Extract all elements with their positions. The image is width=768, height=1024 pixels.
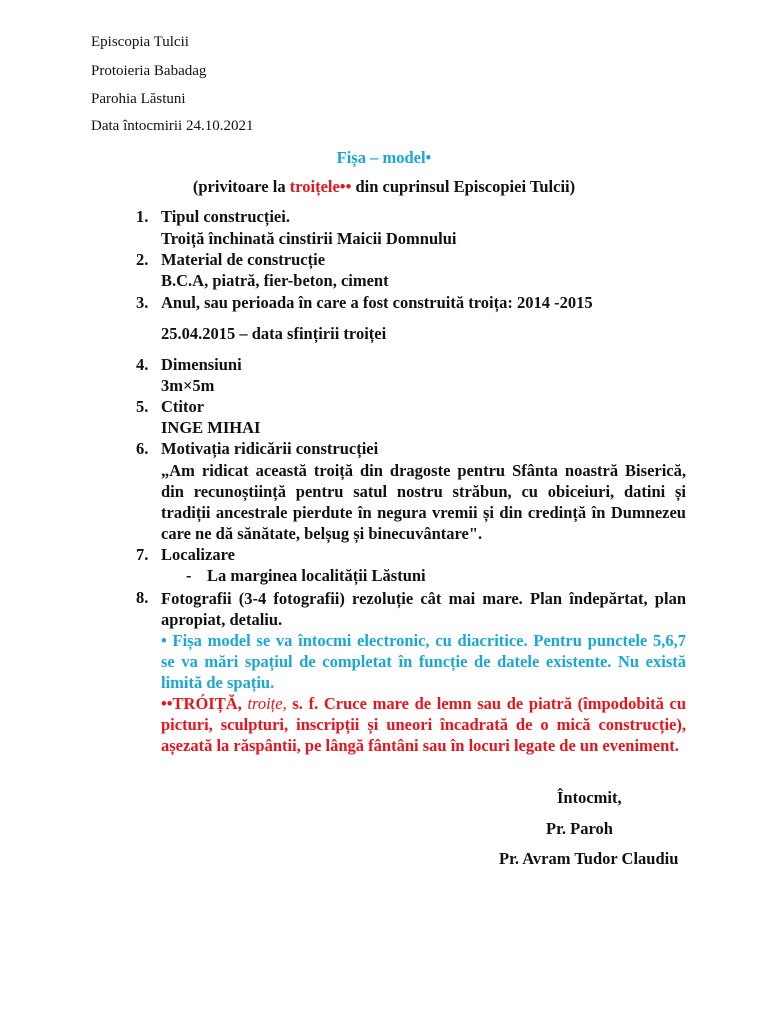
item-value: 3m×5m [161,376,215,395]
item-number: 5. [136,397,149,416]
definition-headword: ••TRÓIȚĂ, [161,694,242,713]
signature-compiled: Întocmit, [557,788,622,807]
signature-role: Pr. Paroh [546,819,613,838]
definition-plural: troițe, [247,694,287,713]
item-label: Tipul construcției. [161,207,290,226]
definition-text: s. f. Cruce mare de lemn sau de piatră (împodobită cu picturi, sculpturi, inscripții și uneori încadrată de o mică construcție), așezată la răspântii, pe lângă fântâni sau în locuri legate de un eveniment. [161,694,687,755]
item-number: 3. [136,293,149,312]
document-subtitle [0,177,768,197]
item-label: Dimensiuni [161,355,242,374]
parish-name: Parohia Lăstuni [91,91,186,107]
item-number: 2. [136,250,149,269]
item-number: 1. [136,207,149,226]
item-number: 4. [136,355,149,374]
subtitle-highlight: troițele•• [289,177,352,196]
item-label: Anul, sau perioada în care a fost construită troița: 2014 -2015 [161,293,593,312]
item-number: 6. [136,439,149,458]
item-label: Motivația ridicării construcției [161,439,379,458]
subtitle-prefix: (privitoare la [192,177,290,196]
item-label: Localizare [161,545,235,564]
photos-instruction: Fotografii (3-4 fotografii) rezoluție cât mai mare. Plan îndepărtat, plan apropiat, detaliu. [161,589,686,629]
date-line: Data întocmirii 24.10.2021 [91,118,254,134]
item-label: Material de construcție [161,250,326,269]
item-label: Ctitor [161,397,205,416]
footnote-electronic: • Fișa model se va întocmi electronic, cu diacritice. Pentru punctele 5,6,7 se va mări spațiul de completat în funcție de datele existente. Nu există limită de spațiu. [161,631,686,692]
motivation-quote: „Am ridicat această troiță din dragoste pentru Sfânta noastră Biserică, din recunoștiință pentru satul nostru străbun, cu obiceiuri, datini și tradiții ancestrale pierdute în negura vremii și din credință în Dumnezeu care ne dă sănătate, belșug și binecuvântare". [161,461,686,543]
item-value: INGE MIHAI [161,418,261,437]
item-number: 8. [136,588,149,607]
signature-name: Pr. Avram Tudor Claudiu [499,849,679,868]
item-value: 25.04.2015 – data sfințirii troiței [161,324,387,343]
item-number: 7. [136,545,149,564]
subtitle-suffix: din cuprinsul Episcopiei Tulcii) [351,177,576,196]
document-title: Fișa – model• [336,148,432,167]
item-value: La marginea localității Lăstuni [207,566,426,585]
protopresbyterate-name: Protoieria Babadag [91,63,207,79]
item-value: Troiță închinată cinstirii Maicii Domnului [161,229,457,248]
item-value: B.C.A, piatră, fier-beton, ciment [161,271,389,290]
footnote-definition [161,693,686,756]
diocese-name: Episcopia Tulcii [91,34,189,50]
location-bullet: - [186,566,192,585]
